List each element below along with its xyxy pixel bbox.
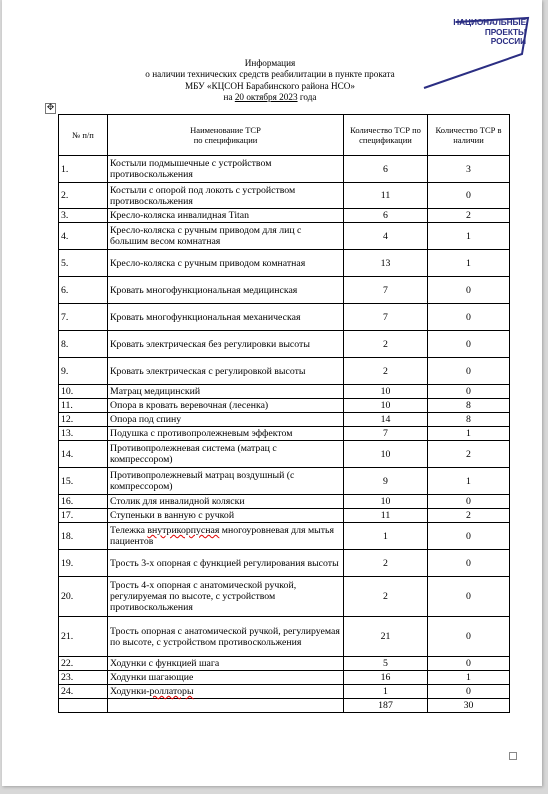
header-name: [108, 115, 344, 156]
cell-spec: 5: [344, 657, 428, 671]
cell-spec: 9: [344, 468, 428, 495]
header-qty-avail: Количество ТСР в наличии: [428, 115, 510, 156]
table-row: [59, 223, 510, 250]
cell-avail: 0: [428, 523, 510, 550]
total-num: [59, 699, 108, 713]
cell-avail: 0: [428, 495, 510, 509]
cell-num: 9.: [59, 358, 108, 385]
cell-spec: 2: [344, 331, 428, 358]
cell-num: 12.: [59, 413, 108, 427]
cell-spec: 7: [344, 277, 428, 304]
total-avail: 30: [428, 699, 510, 713]
table-row: [59, 509, 510, 523]
table-row: [59, 441, 510, 468]
logo-line: ПРОЕКТЫ: [484, 26, 526, 37]
cell-avail: 0: [428, 550, 510, 577]
cell-avail: 0: [428, 183, 510, 209]
cell-name: Ходунки с функцией шага: [108, 657, 344, 671]
cell-num: 16.: [59, 495, 108, 509]
cell-avail: 0: [428, 304, 510, 331]
table-row: [59, 304, 510, 331]
cell-num: 19.: [59, 550, 108, 577]
cell-spec: 11: [344, 183, 428, 209]
cell-num: 14.: [59, 441, 108, 468]
cell-spec: 10: [344, 495, 428, 509]
cell-spec: 2: [344, 550, 428, 577]
cell-name: Трость 3-х опорная с функцией регулирования высоты: [108, 550, 344, 577]
cell-spec: 13: [344, 250, 428, 277]
cell-avail: 1: [428, 671, 510, 685]
table-row: [59, 156, 510, 183]
cell-num: 2.: [59, 183, 108, 209]
cell-name: Тележка внутрикорпусная многоуровневая для мытья пациентов: [108, 523, 344, 550]
title-line-4: [120, 92, 420, 103]
title-line-2: о наличии технических средств реабилитации в пункте проката: [145, 69, 395, 80]
cell-num: 4.: [59, 223, 108, 250]
cell-avail: 8: [428, 413, 510, 427]
cell-avail: 0: [428, 657, 510, 671]
cell-num: 7.: [59, 304, 108, 331]
cell-avail: 0: [428, 617, 510, 657]
cell-name: Трость опорная с анатомической ручкой, регулируемая по высоте, с устройством противоскольжения: [108, 617, 344, 657]
cell-avail: 0: [428, 331, 510, 358]
table-row: [59, 427, 510, 441]
cell-avail: 8: [428, 399, 510, 413]
cell-name: Костыли с опорой под локоть с устройством противоскольжения: [108, 183, 344, 209]
cell-avail: 0: [428, 385, 510, 399]
cell-spec: 10: [344, 441, 428, 468]
table-row: [59, 495, 510, 509]
cell-spec: 16: [344, 671, 428, 685]
cell-name: Ходунки-роллаторы: [108, 685, 344, 699]
spellcheck-flag: внутрикорпусная: [147, 525, 220, 536]
cell-name: Опора в кровать веревочная (лесенка): [108, 399, 344, 413]
cell-name: Столик для инвалидной коляски: [108, 495, 344, 509]
cell-num: 17.: [59, 509, 108, 523]
cell-spec: 10: [344, 385, 428, 399]
cell-num: 21.: [59, 617, 108, 657]
cell-num: 10.: [59, 385, 108, 399]
cell-spec: 2: [344, 358, 428, 385]
cell-num: 6.: [59, 277, 108, 304]
table-row: [59, 331, 510, 358]
cell-num: 18.: [59, 523, 108, 550]
header-num: № п/п: [59, 115, 108, 156]
cell-avail: 1: [428, 427, 510, 441]
cell-num: 20.: [59, 577, 108, 617]
table-row: [59, 399, 510, 413]
total-name: [108, 699, 344, 713]
table-row: [59, 657, 510, 671]
cell-name: Противопролежневый матрац воздушный (с компрессором): [108, 468, 344, 495]
logo-line: НАЦИОНАЛЬНЫЕ: [453, 17, 526, 27]
cell-name: Подушка с противопролежневым эффектом: [108, 427, 344, 441]
cell-avail: 2: [428, 441, 510, 468]
cell-name: Матрац медицинский: [108, 385, 344, 399]
cell-num: 3.: [59, 209, 108, 223]
cell-num: 22.: [59, 657, 108, 671]
spellcheck-flag: роллаторы: [149, 686, 194, 697]
cell-spec: 4: [344, 223, 428, 250]
total-spec: 187: [344, 699, 428, 713]
title-date-prefix: на: [223, 91, 235, 102]
logo-text: [450, 18, 526, 47]
cell-spec: 7: [344, 427, 428, 441]
cell-spec: 6: [344, 209, 428, 223]
table-row: [59, 577, 510, 617]
cell-num: 1.: [59, 156, 108, 183]
cell-spec: 1: [344, 685, 428, 699]
cell-name: Противопролежневая система (матрац с компрессором): [108, 441, 344, 468]
cell-avail: 2: [428, 509, 510, 523]
header-qty-spec: Количество ТСР по спецификации: [344, 115, 428, 156]
table-row: [59, 209, 510, 223]
cell-name: Кровать многофункциональная медицинская: [108, 277, 344, 304]
cell-name: Кровать электрическая без регулировки высоты: [108, 331, 344, 358]
cell-spec: 14: [344, 413, 428, 427]
cell-spec: 2: [344, 577, 428, 617]
cell-name: Ступеньки в ванную с ручкой: [108, 509, 344, 523]
cell-avail: 0: [428, 685, 510, 699]
table-row: [59, 385, 510, 399]
table-row: [59, 358, 510, 385]
cell-spec: 11: [344, 509, 428, 523]
table-row: [59, 685, 510, 699]
cell-avail: 3: [428, 156, 510, 183]
cell-spec: 1: [344, 523, 428, 550]
title-date: 20 октября 2023: [234, 91, 298, 102]
table-row: [59, 523, 510, 550]
cell-avail: 1: [428, 250, 510, 277]
table-row: [59, 277, 510, 304]
cell-avail: 0: [428, 277, 510, 304]
cell-spec: 21: [344, 617, 428, 657]
cell-avail: 2: [428, 209, 510, 223]
header-name-line-2: по спецификации: [193, 135, 258, 145]
cell-num: 15.: [59, 468, 108, 495]
document-title: [120, 58, 420, 103]
table-row: [59, 550, 510, 577]
tsr-table: [58, 114, 510, 713]
title-line-1: Информация: [244, 58, 296, 68]
cell-spec: 10: [344, 399, 428, 413]
cell-name: Кресло-коляска с ручным приводом для лиц с большим весом комнатная: [108, 223, 344, 250]
table-header-row: [59, 115, 510, 156]
cell-num: 13.: [59, 427, 108, 441]
table-row: [59, 413, 510, 427]
cell-name: Трость 4-х опорная с анатомической ручкой, регулируемая по высоте, с устройством противоскольжения: [108, 577, 344, 617]
table-row: [59, 183, 510, 209]
cell-num: 8.: [59, 331, 108, 358]
cell-spec: 7: [344, 304, 428, 331]
table-row: [59, 671, 510, 685]
table-move-handle-icon[interactable]: ✥: [46, 103, 55, 113]
cell-num: 24.: [59, 685, 108, 699]
title-date-suffix: года: [297, 91, 317, 102]
title-line-3: МБУ «КЦСОН Барабинского района НСО»: [184, 80, 356, 91]
cell-name: Опора под спину: [108, 413, 344, 427]
cell-avail: 0: [428, 358, 510, 385]
cell-avail: 1: [428, 223, 510, 250]
cell-name: Кресло-коляска с ручным приводом комнатная: [108, 250, 344, 277]
table-row: [59, 250, 510, 277]
header-name-line-1: Наименование ТСР: [190, 124, 261, 135]
table-row: [59, 468, 510, 495]
cell-avail: 0: [428, 577, 510, 617]
cell-name: Кровать электрическая с регулировкой высоты: [108, 358, 344, 385]
cell-name: Кресло-коляска инвалидная Titan: [108, 209, 344, 223]
table-row: [59, 617, 510, 657]
table-resize-handle-icon[interactable]: [509, 752, 517, 760]
table-totals-row: [59, 699, 510, 713]
cell-avail: 1: [428, 468, 510, 495]
cell-num: 5.: [59, 250, 108, 277]
cell-num: 11.: [59, 399, 108, 413]
cell-name: Кровать многофункциональная механическая: [108, 304, 344, 331]
logo-line: РОССИИ: [490, 36, 526, 46]
cell-name: Ходунки шагающие: [108, 671, 344, 685]
cell-spec: 6: [344, 156, 428, 183]
cell-name: Костыли подмышечные с устройством противоскольжения: [108, 156, 344, 183]
cell-num: 23.: [59, 671, 108, 685]
